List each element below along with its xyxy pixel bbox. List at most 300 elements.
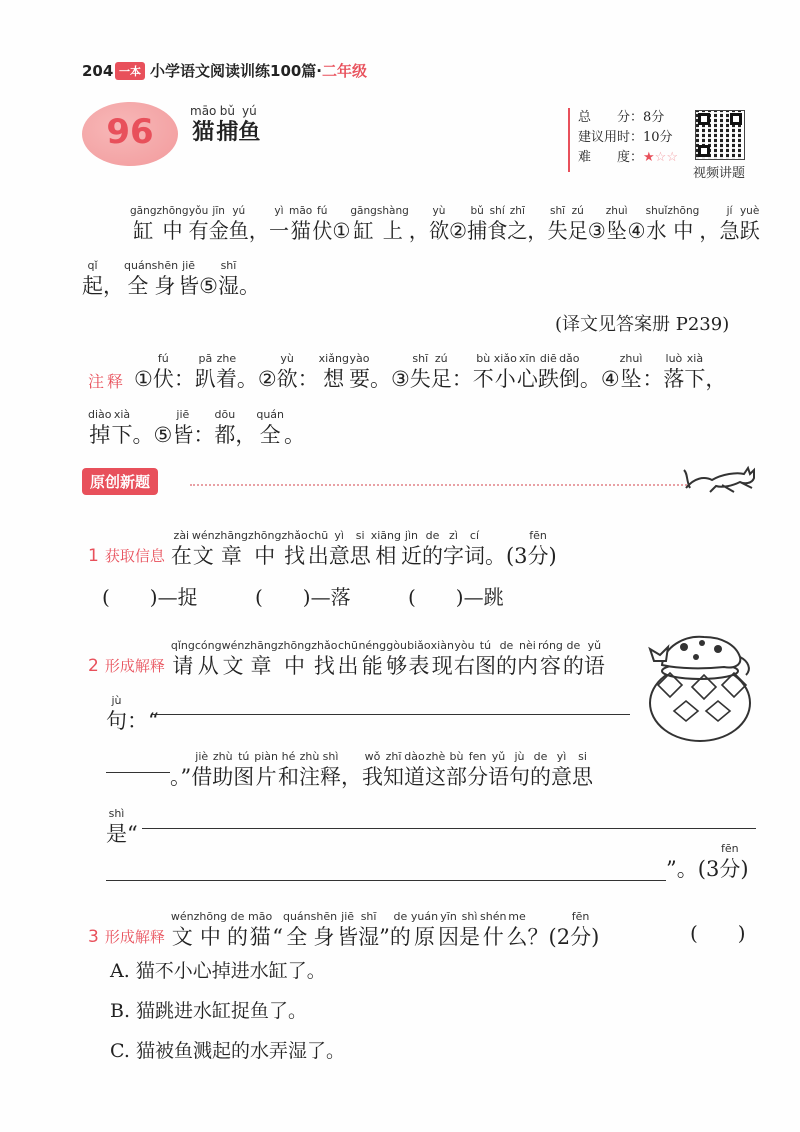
- pinyin: māo: [248, 910, 273, 923]
- hanzi: ，: [103, 274, 124, 298]
- pinyin: xià: [113, 408, 131, 421]
- pinyin: biǎo: [407, 639, 431, 652]
- q2-line-3: [170, 749, 593, 790]
- ruby-char: [407, 638, 431, 679]
- pinyin: bù: [476, 352, 491, 365]
- hanzi: 表: [408, 654, 430, 678]
- hanzi: 是: [459, 925, 481, 949]
- hanzi: 语: [488, 765, 510, 789]
- ruby-char: [229, 203, 249, 244]
- pinyin: yú: [242, 104, 257, 118]
- ruby-char: [283, 909, 311, 950]
- hanzi: 因: [438, 925, 460, 949]
- hanzi: 跃: [739, 219, 760, 243]
- ruby-char: [171, 909, 194, 950]
- q1-answer-blank-3[interactable]: ( )—跳: [408, 585, 504, 609]
- ruby-char: [112, 407, 133, 448]
- hanzi: 急: [719, 219, 740, 243]
- q2-answer-line-2[interactable]: [106, 750, 170, 773]
- pinyin: fēn: [721, 842, 739, 855]
- pinyin: de: [393, 910, 408, 923]
- hanzi: 现: [431, 654, 453, 678]
- hanzi: 。: [369, 367, 391, 391]
- pinyin: dōu: [214, 408, 236, 421]
- question-2-number: 2: [88, 656, 99, 676]
- ruby-char: [134, 351, 153, 392]
- q1-answer-blank-2[interactable]: ( )—落: [255, 585, 351, 609]
- hanzi: 容: [539, 654, 561, 678]
- ruby-char: [563, 638, 584, 679]
- passage-line-2: [82, 258, 260, 299]
- pinyin: yǔ: [491, 750, 506, 763]
- q2-answer-line-1[interactable]: [152, 692, 630, 715]
- pinyin: jù: [514, 750, 525, 763]
- ruby-char: [362, 749, 383, 790]
- ruby-char: [127, 806, 138, 847]
- ruby-char: [383, 749, 404, 790]
- ruby-char: [171, 528, 192, 569]
- ruby-char: [740, 841, 748, 882]
- ruby-char: [311, 909, 337, 950]
- pinyin: yù: [432, 204, 446, 217]
- pinyin: yǔ: [587, 639, 602, 652]
- pinyin: yòu: [454, 639, 475, 652]
- book-title: [150, 60, 367, 81]
- pinyin: diē: [539, 352, 557, 365]
- ruby-char: [494, 351, 517, 392]
- translation-reference: (译文见答案册 P239): [555, 314, 730, 335]
- hanzi: 捕: [467, 219, 488, 243]
- hanzi: 出: [337, 654, 359, 678]
- difficulty-star-icon: ★: [643, 150, 655, 165]
- question-1: [88, 526, 557, 569]
- ruby-char: [216, 104, 238, 145]
- hanzi: 章: [220, 544, 242, 568]
- ruby-char: [551, 749, 572, 790]
- hanzi: 找: [313, 654, 335, 678]
- ruby-char: [133, 407, 154, 448]
- ruby-char: [467, 203, 487, 244]
- book-grade: 二年级: [322, 62, 368, 80]
- hanzi: 什: [482, 925, 504, 949]
- ruby-char: [588, 203, 606, 244]
- ruby-char: [299, 749, 320, 790]
- pinyin: pā: [198, 352, 213, 365]
- q3-answer-box[interactable]: ( ): [690, 921, 746, 945]
- ruby-char: [584, 638, 605, 679]
- ruby-char: [527, 203, 547, 244]
- ruby-char: [319, 351, 349, 392]
- pinyin: shén: [480, 910, 507, 923]
- ruby-char: [706, 841, 719, 882]
- ruby-char: [370, 351, 391, 392]
- ruby-char: [454, 638, 475, 679]
- ruby-char: [254, 749, 278, 790]
- hanzi: 图: [233, 765, 255, 789]
- pinyin: yuán: [410, 910, 439, 923]
- hanzi: ③: [390, 367, 410, 391]
- hanzi: 知: [383, 765, 405, 789]
- ruby-char: [281, 528, 307, 569]
- hanzi: 文: [222, 654, 244, 678]
- qr-code-icon[interactable]: [695, 110, 745, 160]
- ruby-char: [103, 258, 124, 299]
- q2-answer-line-3[interactable]: [142, 806, 756, 829]
- hanzi: ：: [173, 367, 195, 391]
- pinyin: dào: [404, 750, 425, 763]
- pinyin: de: [566, 639, 581, 652]
- pinyin: fú: [317, 204, 328, 217]
- pinyin: zhù: [299, 750, 320, 763]
- hanzi: 皆: [337, 925, 359, 949]
- ruby-char: [258, 351, 277, 392]
- hanzi: 文: [192, 544, 214, 568]
- hanzi: 内: [516, 654, 538, 678]
- ruby-char: [171, 638, 195, 679]
- pinyin: zhè: [425, 750, 446, 763]
- ruby-char: [538, 638, 563, 679]
- ruby-char: [371, 528, 401, 569]
- ruby-char: [480, 909, 506, 950]
- hanzi: 失: [409, 367, 431, 391]
- hanzi: 的: [562, 654, 584, 678]
- hanzi: 在: [170, 544, 192, 568]
- ruby-char: [386, 638, 407, 679]
- pinyin: fēn: [529, 529, 547, 542]
- ruby-char: [350, 528, 371, 569]
- hanzi: 湿: [217, 274, 239, 298]
- pinyin: shēn: [310, 910, 338, 923]
- hanzi: ”。(: [666, 857, 706, 881]
- ruby-char: [410, 351, 431, 392]
- time-label: 建议用时：: [578, 130, 644, 145]
- hanzi: 猫: [290, 219, 311, 243]
- hanzi: 起: [82, 274, 103, 298]
- hanzi: 掉: [89, 423, 111, 447]
- hanzi: 。: [284, 423, 306, 447]
- ruby-char: [705, 351, 726, 392]
- hanzi: 有: [188, 219, 209, 243]
- q2-line-2: [106, 693, 159, 734]
- ruby-char: [278, 749, 299, 790]
- ruby-char: [485, 528, 514, 569]
- ruby-char: [269, 203, 289, 244]
- pinyin: shì: [108, 807, 125, 820]
- hanzi: 之: [507, 219, 528, 243]
- hanzi: 部: [446, 765, 468, 789]
- ruby-char: [401, 528, 422, 569]
- pinyin: jiè: [195, 750, 209, 763]
- pinyin: si: [578, 750, 587, 763]
- hanzi: ⑤: [199, 274, 218, 298]
- ruby-char: [289, 203, 312, 244]
- pinyin: yì: [556, 750, 567, 763]
- pinyin: jù: [111, 694, 122, 707]
- pinyin: zhōng: [667, 204, 700, 217]
- ruby-char: [152, 258, 178, 299]
- ruby-char: [464, 528, 485, 569]
- hanzi: ：: [297, 367, 319, 391]
- q3-option-b[interactable]: B. 猫跳进水缸捉鱼了。: [110, 1000, 308, 1022]
- difficulty-label: 难 度：: [578, 150, 644, 165]
- pinyin: xīn: [519, 352, 536, 365]
- hanzi: 想: [323, 367, 345, 391]
- ruby-char: [425, 749, 446, 790]
- hanzi: ：: [193, 423, 215, 447]
- hanzi: 中: [673, 219, 694, 243]
- pinyin: xià: [686, 352, 704, 365]
- hanzi: 能: [361, 654, 383, 678]
- hanzi: 是: [106, 822, 127, 846]
- pinyin: cí: [469, 529, 480, 542]
- ruby-char: [237, 351, 258, 392]
- pinyin: zhōng: [277, 639, 312, 652]
- pinyin: zhī: [509, 204, 525, 217]
- pinyin: cóng: [194, 639, 222, 652]
- hanzi: 上: [382, 219, 403, 243]
- ruby-char: [278, 638, 311, 679]
- hanzi: 的: [227, 925, 249, 949]
- hanzi: ，: [705, 367, 727, 391]
- hanzi: 足: [430, 367, 452, 391]
- hanzi: 趴: [194, 367, 216, 391]
- hanzi: 中: [162, 219, 183, 243]
- ruby-char: [488, 749, 509, 790]
- pinyin: zì: [449, 529, 458, 542]
- hanzi: 小: [494, 367, 516, 391]
- hanzi: 金: [208, 219, 229, 243]
- pinyin: zhī: [385, 750, 402, 763]
- pinyin: fen: [468, 750, 487, 763]
- ruby-char: [642, 351, 663, 392]
- ruby-char: [235, 407, 256, 448]
- pinyin: diào: [88, 408, 112, 421]
- ruby-char: [256, 407, 284, 448]
- hanzi: ②: [257, 367, 277, 391]
- pinyin: de: [533, 750, 548, 763]
- hanzi: 伏: [152, 367, 174, 391]
- pinyin: yào: [349, 352, 370, 365]
- lesson-title: [190, 104, 260, 145]
- pinyin: zú: [434, 352, 448, 365]
- difficulty-empty-star-icon: ☆☆: [654, 150, 678, 165]
- pinyin: jiē: [341, 910, 355, 923]
- pinyin: zhōng: [156, 204, 189, 217]
- pinyin: bǔ: [470, 204, 484, 217]
- hanzi: 原: [413, 925, 435, 949]
- pinyin: jīn: [212, 204, 225, 217]
- hanzi: ②: [449, 219, 468, 243]
- ruby-char: [244, 638, 277, 679]
- pinyin: gāng: [350, 204, 377, 217]
- qr-caption: 视频讲题: [693, 166, 746, 181]
- hanzi: 鱼: [238, 119, 261, 145]
- ruby-char: [507, 909, 528, 950]
- ruby-char: [591, 909, 599, 950]
- hanzi: 足: [567, 219, 588, 243]
- hanzi: 够: [386, 654, 408, 678]
- pinyin: shī: [550, 204, 566, 217]
- hanzi: 字: [442, 544, 464, 568]
- ruby-char: [446, 749, 467, 790]
- hanzi: ③: [587, 219, 606, 243]
- ruby-char: [411, 909, 438, 950]
- pinyin: shàng: [376, 204, 409, 217]
- hanzi: 出: [307, 544, 329, 568]
- ruby-char: [298, 351, 319, 392]
- ruby-char: [82, 258, 103, 299]
- hanzi: ，: [699, 219, 720, 243]
- ruby-char: [459, 909, 480, 950]
- hanzi: 湿: [358, 925, 380, 949]
- ruby-char: [191, 749, 212, 790]
- hanzi: 文: [171, 925, 193, 949]
- ruby-char: [379, 909, 390, 950]
- ruby-char: [449, 203, 467, 244]
- pinyin: néng: [358, 639, 387, 652]
- pinyin: wén: [191, 529, 215, 542]
- pinyin: piàn: [254, 750, 279, 763]
- pinyin: fú: [157, 352, 169, 365]
- hanzi: 跌: [537, 367, 559, 391]
- ruby-char: [248, 909, 272, 950]
- ruby-char: [218, 258, 239, 299]
- pinyin: shī: [360, 910, 377, 923]
- hanzi: ): [591, 925, 600, 949]
- passage-line-1: [130, 203, 760, 244]
- pinyin: de: [499, 639, 514, 652]
- hanzi: 相: [375, 544, 397, 568]
- hanzi: 意: [328, 544, 350, 568]
- pinyin: de: [425, 529, 440, 542]
- hanzi: 分: [570, 925, 592, 949]
- pinyin: si: [355, 529, 365, 542]
- hanzi: ⑤: [153, 423, 173, 447]
- ruby-char: [216, 351, 237, 392]
- hanzi: ④: [627, 219, 646, 243]
- pinyin: róng: [537, 639, 563, 652]
- hanzi: 词: [463, 544, 485, 568]
- ruby-char: [350, 203, 377, 244]
- pinyin: xiǎo: [493, 352, 517, 365]
- ruby-char: [249, 203, 269, 244]
- hanzi: 水: [646, 219, 667, 243]
- ruby-char: [620, 351, 643, 392]
- q3-option-c[interactable]: C. 猫被鱼溅起的水弄湿了。: [110, 1040, 345, 1062]
- ruby-char: [570, 909, 591, 950]
- ruby-char: [189, 203, 209, 244]
- hanzi: 伏: [312, 219, 333, 243]
- hanzi: 近: [400, 544, 422, 568]
- pinyin: zhe: [216, 352, 237, 365]
- ruby-char: [666, 841, 706, 882]
- pinyin: qǐng: [170, 639, 195, 652]
- ruby-char: [719, 841, 740, 882]
- pinyin: shí: [489, 204, 505, 217]
- pinyin: shì: [461, 910, 478, 923]
- hanzi: 这: [425, 765, 447, 789]
- ruby-char: [409, 203, 429, 244]
- ruby-char: [580, 351, 601, 392]
- ruby-char: [349, 351, 370, 392]
- hanzi: 意: [551, 765, 573, 789]
- ruby-char: [222, 638, 245, 679]
- pinyin: quán: [256, 408, 285, 421]
- ruby-char: [628, 203, 646, 244]
- ruby-char: [195, 351, 216, 392]
- ruby-char: [429, 203, 449, 244]
- pinyin: tú: [479, 639, 492, 652]
- ruby-char: [215, 528, 248, 569]
- hanzi: 我: [362, 765, 384, 789]
- ruby-char: [507, 203, 527, 244]
- q2-line-2-text: [106, 693, 159, 734]
- pinyin: zhāng: [214, 529, 249, 542]
- ruby-char: [174, 351, 195, 392]
- pinyin: wén: [221, 639, 245, 652]
- ruby-char: [195, 638, 222, 679]
- total-value: 8分: [643, 110, 665, 125]
- hanzi: 全: [127, 274, 149, 298]
- hanzi: 下: [684, 367, 706, 391]
- ruby-char: [227, 909, 248, 950]
- ruby-char: [517, 351, 538, 392]
- ruby-char: [88, 407, 112, 448]
- hanzi: 的: [495, 654, 517, 678]
- hanzi: 坠: [606, 219, 627, 243]
- hanzi: 要: [348, 367, 370, 391]
- hanzi: 注: [299, 765, 321, 789]
- ruby-char: [514, 528, 527, 569]
- hanzi: 缸: [353, 219, 374, 243]
- ruby-char: [568, 203, 588, 244]
- ruby-char: [517, 638, 538, 679]
- notes-label: 注释: [88, 372, 127, 391]
- question-3-number: 3: [88, 927, 99, 947]
- ruby-char: [452, 351, 473, 392]
- hanzi: 道: [404, 765, 426, 789]
- page-number: 204: [82, 62, 114, 80]
- hanzi: 欲: [276, 367, 298, 391]
- hanzi: 分: [719, 857, 741, 881]
- ruby-char: [646, 203, 668, 244]
- hanzi: 中: [284, 654, 305, 678]
- pinyin: zhuì: [619, 352, 643, 365]
- q3-option-a[interactable]: A. 猫不小心掉进水缸了。: [110, 960, 326, 982]
- pinyin: zhōng: [193, 910, 228, 923]
- hanzi: 2: [556, 925, 571, 949]
- ruby-char: [214, 407, 235, 448]
- hanzi: 身: [313, 925, 335, 949]
- ruby-char: [312, 203, 332, 244]
- question-3-tag: 形成解释: [104, 928, 165, 946]
- pinyin: qǐ: [87, 259, 98, 272]
- hanzi: 全: [286, 925, 308, 949]
- ruby-char: [284, 407, 305, 448]
- ruby-char: [154, 407, 173, 448]
- pinyin: chū: [308, 529, 329, 542]
- hanzi: 句: [509, 765, 531, 789]
- pinyin: yì: [334, 529, 344, 542]
- hanzi: ①: [134, 367, 153, 391]
- hanzi: 章: [250, 654, 272, 678]
- ruby-char: [699, 203, 719, 244]
- q1-answer-blank-1[interactable]: ( )—捉: [102, 585, 198, 609]
- brand-badge: 一本: [115, 62, 145, 80]
- hanzi: 。: [238, 274, 260, 298]
- q2-answer-line-4[interactable]: [106, 858, 666, 881]
- pinyin: zhuì: [605, 204, 628, 217]
